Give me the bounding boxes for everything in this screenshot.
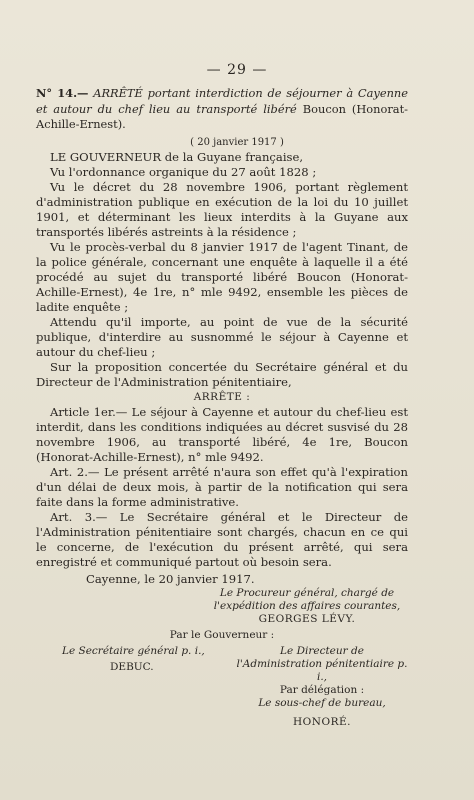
article-1: Article 1er.— Le séjour à Cayenne et autour du chef-lieu est interdit, dans les conditions indiquées au décret susvisé du 28 novembre 1906, au transporté libéré, 4e 1re, Boucon (Honorat-Achille-Ernest), n° mle 9492. [36, 405, 408, 464]
arrete-label: ARRÊTE : [193, 391, 251, 403]
procureur-title: Le Procureur général, chargé de l'expédition des affaires courantes, [213, 587, 401, 612]
considerant-5: Sur la proposition concertée du Secrétaire général et du Directeur de l'Administration pénitentiaire, [36, 360, 408, 389]
secretaire-title: Le Secrétaire général p. i., [62, 645, 205, 657]
par-delegation: Par délégation : [279, 684, 365, 696]
signature-block [36, 587, 408, 728]
sous-chef-title: Le sous-chef de bureau, [258, 697, 386, 709]
decree-heading: ARRÊTÉ portant interdiction de séjourner à Cayenne et autour du chef lieu au transporté libéré [36, 86, 408, 116]
decree-title [36, 86, 408, 133]
article-2: Art. 2.— Le présent arrêté n'aura son effet qu'à l'expiration d'un délai de deux mois, à partir de la notification qui sera faite dans la forme administrative. [36, 465, 408, 509]
considerant-2: Vu le décret du 28 novembre 1906, portant règlement d'administration publique en exécution de la loi du 10 juillet 1901, et déterminant les lieux interdits à la Guyane aux transportés libérés astreints à la résidence ; [36, 180, 408, 239]
directeur-title: Le Directeur de l'Administration pénitentiaire p. i., [236, 645, 408, 683]
place-date: Cayenne, le 20 janvier 1917. [86, 572, 255, 586]
considerant-4: Attendu qu'il importe, au point de vue de la sécurité publique, d'interdire au susnommé le séjour à Cayenne et autour du chef-lieu ; [36, 315, 408, 359]
decree-subject-name: Boucon (Honorat-Achille-Ernest). [36, 101, 408, 131]
page-number: — 29 — [206, 62, 268, 78]
par-le-gouverneur: Par le Gouverneur : [169, 629, 275, 641]
secretaire-signature [62, 645, 232, 674]
decree-date: ( 20 janvier 1917 ) [190, 137, 284, 148]
sous-chef-name: HONORÉ. [293, 716, 351, 728]
procureur-name: GEORGES LÉVY. [258, 613, 356, 625]
article-3: Art. 3.— Le Secrétaire général et le Directeur de l'Administration pénitentiaire sont chargés, chacun en ce qui le concerne, de l'exécution du présent arrêté, qui sera enregistré et communiqué partout où besoin sera. [36, 510, 408, 569]
governor-line: LE GOUVERNEUR de la Guyane française, [50, 150, 304, 164]
decree-number: N° 14.— [36, 86, 89, 100]
considerant-1: Vu l'ordonnance organique du 27 août 1828 ; [50, 165, 317, 179]
decree-body [36, 150, 408, 587]
secretaire-name: DEBUC. [110, 661, 154, 673]
directeur-signature [236, 645, 408, 729]
considerant-3: Vu le procès-verbal du 8 janvier 1917 de l'agent Tinant, de la police générale, concernant une enquête à laquelle il a été procédé au sujet du transporté libéré Boucon (Honorat-Achille-Ernest), 4e 1re, n° mle 9492, ensemble les pièces de ladite enquête ; [36, 240, 408, 314]
